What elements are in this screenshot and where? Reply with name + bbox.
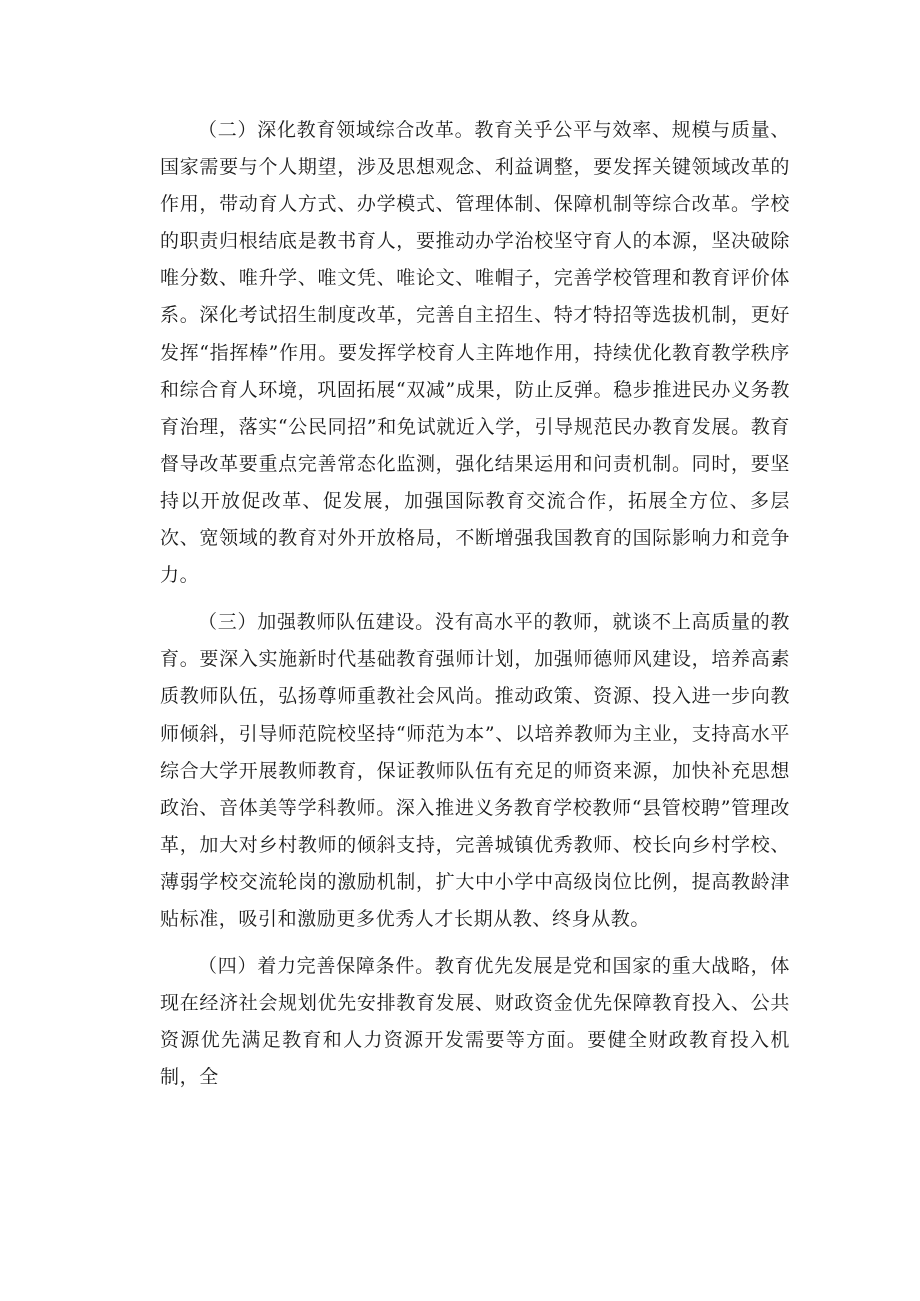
paragraph-text: 没有高水平的教师，就谈不上高质量的教育。要深入实施新时代基础教育强师计划，加强师德师风建设，培养高素质教师队伍，弘扬尊师重教社会风尚。推动政策、资源、投入进一步向教师倾斜，引导师范院校坚持“师范为本”、以培养教师为主业，支持高水平综合大学开展教师教育，保证教师队伍有充足的师资来源，加快补充思想政治、音体美等学科教师。深入推进义务教育学校教师“县管校聘”管理改革，加大对乡村教师的倾斜支持，完善城镇优秀教师、校长向乡村学校、薄弱学校交流轮岗的激励机制，扩大中小学中高级岗位比例，提高教龄津贴标准，吸引和激励更多优秀人才长期从教、终身从教。 <box>160 611 790 930</box>
paragraph-heading: （四）着力完善保障条件。 <box>198 955 435 978</box>
paragraph-teacher-team <box>160 604 790 938</box>
paragraph-education-reform <box>160 112 790 594</box>
paragraph-heading: （二）深化教育领域综合改革。 <box>198 119 475 141</box>
paragraph-text: 教育优先发展是党和国家的重大战略，体现在经济社会规划优先安排教育发展、财政资金优先保障教育投入、公共资源优先满足教育和人力资源开发需要等方面。要健全财政教育投入机制，全 <box>160 955 790 1089</box>
paragraph-heading: （三）加强教师队伍建设。 <box>198 611 435 634</box>
paragraph-support-conditions <box>160 948 790 1096</box>
document-body <box>160 112 790 1106</box>
paragraph-text: 教育关乎公平与效率、规模与质量、国家需要与个人期望，涉及思想观念、利益调整，要发挥关键领域改革的作用，带动育人方式、办学模式、管理体制、保障机制等综合改革。学校的职责归根结底是教书育人，要推动办学治校坚守育人的本源，坚决破除唯分数、唯升学、唯文凭、唯论文、唯帽子，完善学校管理和教育评价体系。深化考试招生制度改革，完善自主招生、特才特招等选拔机制，更好发挥“指挥棒”作用。要发挥学校育人主阵地作用，持续优化教育教学秩序和综合育人环境，巩固拓展“双减”成果，防止反弹。稳步推进民办义务教育治理，落实“公民同招”和免试就近入学，引导规范民办教育发展。教育督导改革要重点完善常态化监测，强化结果运用和问责机制。同时，要坚持以开放促改革、促发展，加强国际教育交流合作，拓展全方位、多层次、宽领域的教育对外开放格局，不断增强我国教育的国际影响力和竞争力。 <box>160 119 790 587</box>
